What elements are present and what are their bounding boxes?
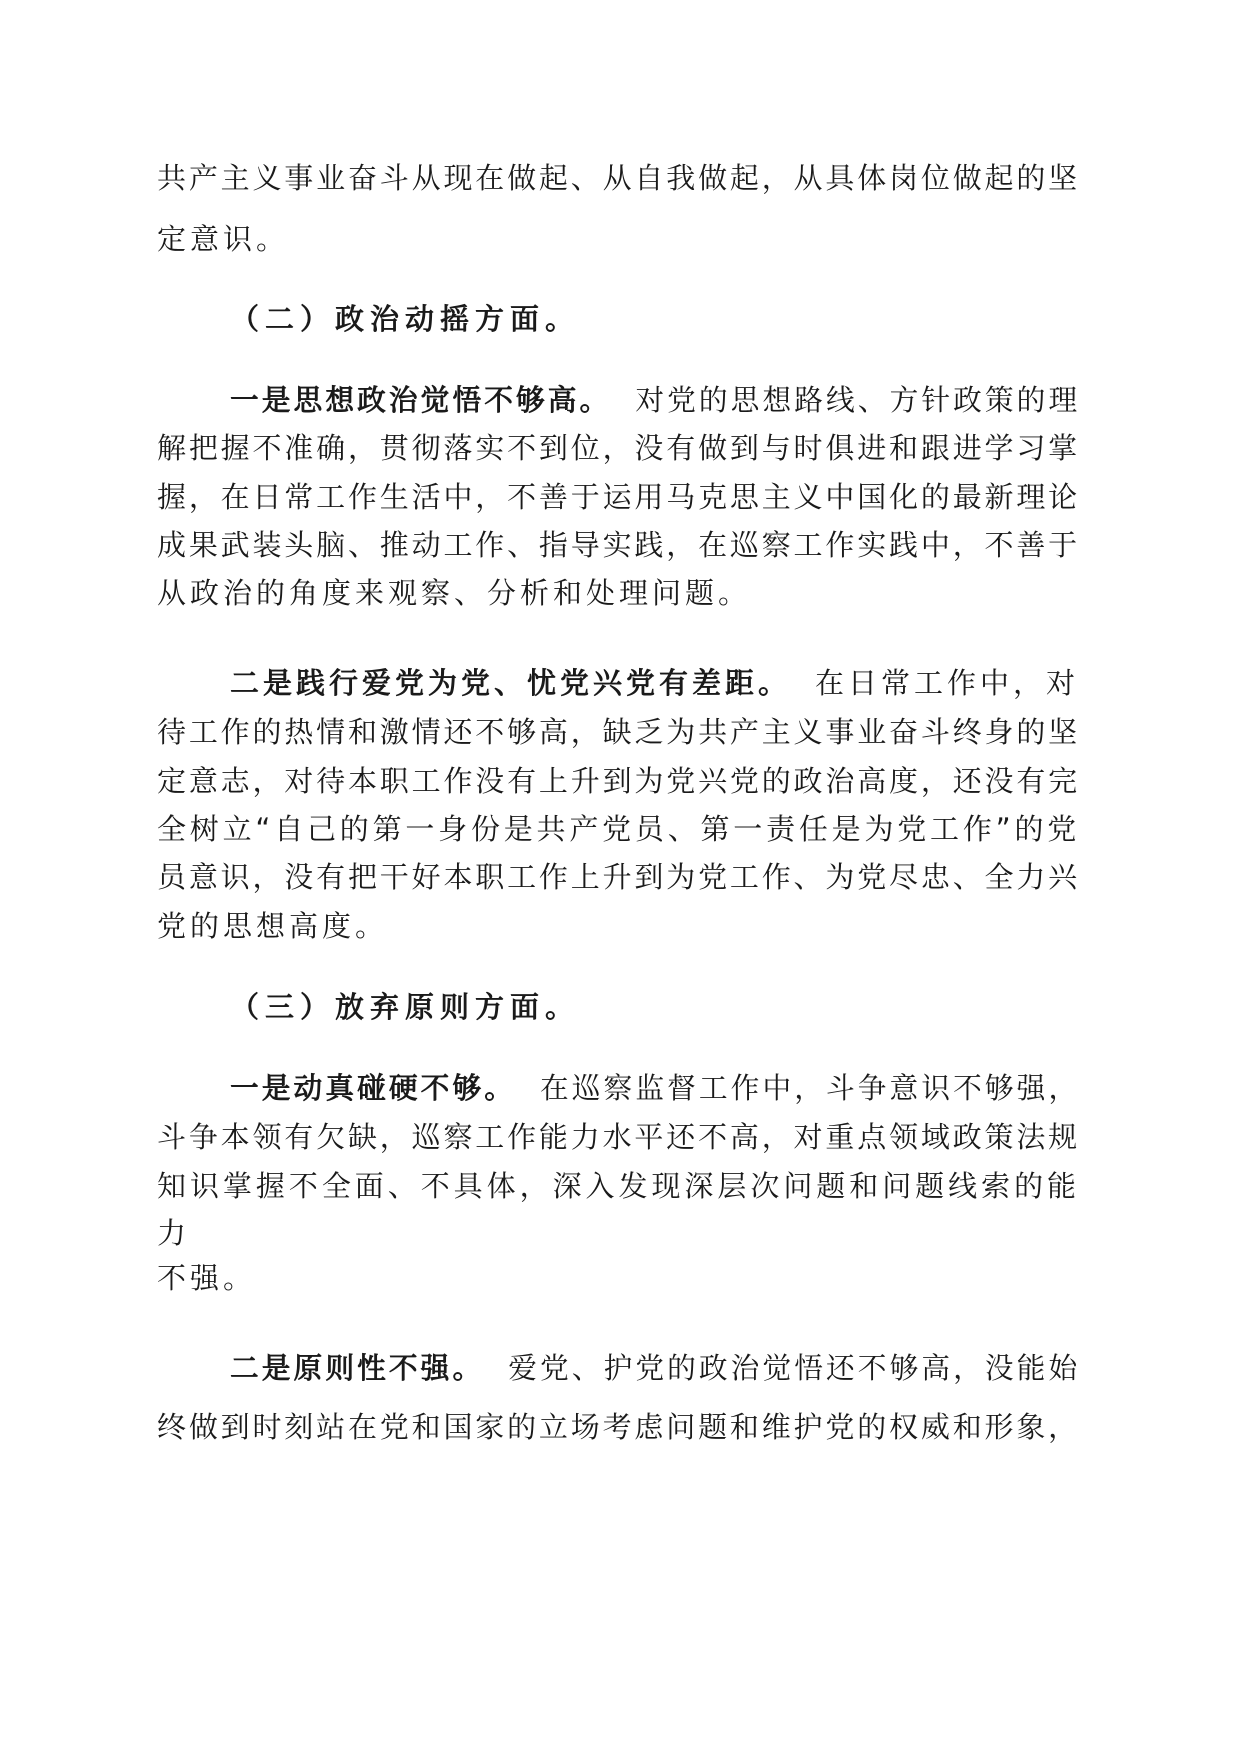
- paragraph-first-line: [230, 663, 1079, 703]
- paragraph-text: 爱党、护党的政治觉悟还不够高，没能始: [508, 1351, 1081, 1385]
- paragraph-line: 定意识。: [157, 222, 290, 256]
- paragraph-line: 全树立“自己的第一身份是共产党员、第一责任是为党工作”的党: [157, 812, 1081, 846]
- paragraph-lead: 一是思想政治觉悟不够高。: [230, 383, 612, 417]
- paragraph-line: 握，在日常工作生活中，不善于运用马克思主义中国化的最新理论: [157, 480, 1081, 514]
- paragraph-line: 党的思想高度。: [157, 909, 389, 943]
- section-heading: （二）政治动摇方面。: [230, 302, 581, 336]
- paragraph-text: 在日常工作中，对: [815, 666, 1080, 700]
- paragraph-lead: 二是践行爱党为党、忧党兴党有差距。: [230, 666, 792, 700]
- paragraph-line: 力: [157, 1216, 191, 1250]
- paragraph-line: 斗争本领有欠缺，巡察工作能力水平还不高，对重点领域政策法规: [157, 1120, 1081, 1154]
- paragraph-line: 共产主义事业奋斗从现在做起、从自我做起，从具体岗位做起的坚: [157, 161, 1081, 195]
- paragraph-first-line: [230, 1068, 1080, 1108]
- paragraph-lead: 一是动真碰硬不够。: [230, 1071, 516, 1105]
- paragraph-line: 不强。: [157, 1261, 257, 1295]
- section-heading: （三）放弃原则方面。: [230, 990, 581, 1024]
- paragraph-line: 从政治的角度来观察、分析和处理问题。: [157, 576, 752, 610]
- paragraph-first-line: [230, 380, 1080, 420]
- paragraph-line: 终做到时刻站在党和国家的立场考虑问题和维护党的权威和形象，: [157, 1410, 1081, 1444]
- paragraph-lead: 二是原则性不强。: [230, 1351, 485, 1385]
- paragraph-line: 解把握不准确，贯彻落实不到位，没有做到与时俱进和跟进学习掌: [157, 431, 1081, 465]
- paragraph-line: 成果武装头脑、推动工作、指导实践，在巡察工作实践中，不善于: [157, 528, 1081, 562]
- paragraph-line: 员意识，没有把干好本职工作上升到为党工作、为党尽忠、全力兴: [157, 860, 1081, 894]
- paragraph-line: 定意志，对待本职工作没有上升到为党兴党的政治高度，还没有完: [157, 764, 1081, 798]
- paragraph-first-line: [230, 1348, 1080, 1388]
- paragraph-line: 待工作的热情和激情还不够高，缺乏为共产主义事业奋斗终身的坚: [157, 715, 1081, 749]
- paragraph-text: 在巡察监督工作中，斗争意识不够强，: [540, 1071, 1081, 1105]
- paragraph-text: 对党的思想路线、方针政策的理: [635, 383, 1081, 417]
- paragraph-line: 知识掌握不全面、不具体，深入发现深层次问题和问题线索的能: [157, 1169, 1081, 1203]
